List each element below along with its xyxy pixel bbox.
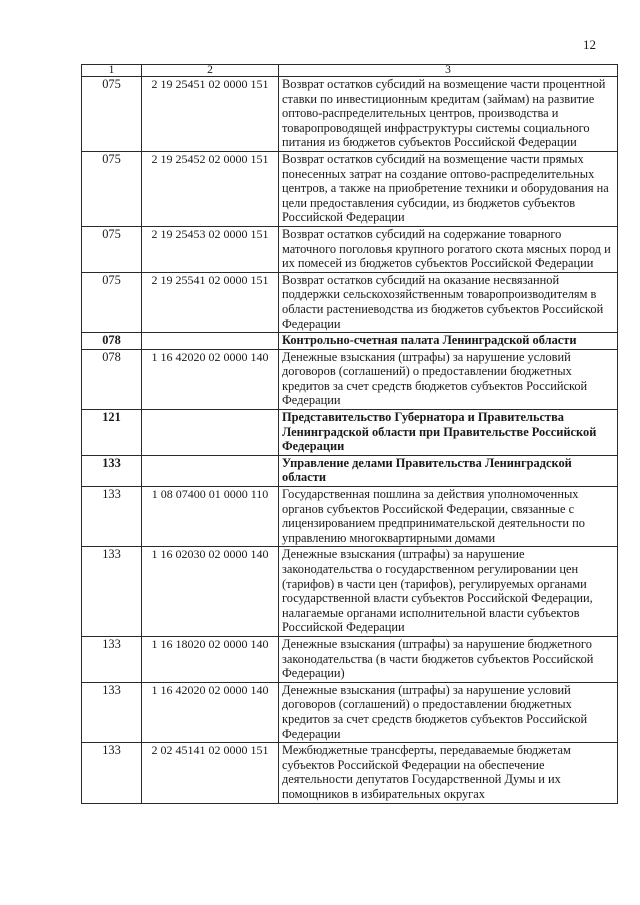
income-name-cell: Управление делами Правительства Ленинградской области xyxy=(279,455,618,486)
budget-code-cell: 2 19 25451 02 0000 151 xyxy=(142,77,279,152)
table-row xyxy=(82,455,618,486)
table-row xyxy=(82,547,618,637)
table-row xyxy=(82,77,618,152)
table-row xyxy=(82,151,618,226)
column-header-admin: 1 xyxy=(82,65,142,77)
budget-classification-table xyxy=(81,64,618,804)
income-name-cell: Денежные взыскания (штрафы) за нарушение условий договоров (соглашений) о предоставлении бюджетных кредитов за счет средств бюджетов субъектов Российской Федерации xyxy=(279,349,618,409)
column-header-name: 3 xyxy=(279,65,618,77)
table-row xyxy=(82,333,618,350)
income-name-cell: Возврат остатков субсидий на возмещение части прямых понесенных затрат на создание оптово-распределительных центров, а также на приобретение техники и оборудования на цели предоставления субсидии, из бюджетов субъектов Российской Федерации xyxy=(279,151,618,226)
admin-code-cell: 075 xyxy=(82,151,142,226)
budget-code-cell: 1 16 42020 02 0000 140 xyxy=(142,682,279,742)
admin-code-cell: 133 xyxy=(82,487,142,547)
income-name-cell: Межбюджетные трансферты, передаваемые бюджетам субъектов Российской Федерации на обеспечение деятельности депутатов Государственной Думы и их помощников в избирательных округах xyxy=(279,743,618,803)
admin-code-cell: 078 xyxy=(82,349,142,409)
budget-code-cell xyxy=(142,410,279,456)
column-header-code: 2 xyxy=(142,65,279,77)
admin-code-cell: 133 xyxy=(82,636,142,682)
income-name-cell: Денежные взыскания (штрафы) за нарушение условий договоров (соглашений) о предоставлении бюджетных кредитов за счет средств бюджетов субъектов Российской Федерации xyxy=(279,682,618,742)
page-number: 12 xyxy=(583,37,596,52)
budget-code-cell: 1 16 42020 02 0000 140 xyxy=(142,349,279,409)
admin-code-cell: 133 xyxy=(82,682,142,742)
table-body xyxy=(82,65,618,804)
budget-code-cell: 1 08 07400 01 0000 110 xyxy=(142,487,279,547)
budget-code-cell: 2 02 45141 02 0000 151 xyxy=(142,743,279,803)
admin-code-cell: 121 xyxy=(82,410,142,456)
income-name-cell: Возврат остатков субсидий на содержание товарного маточного поголовья крупного рогатого скота мясных пород и их помесей из бюджетов субъектов Российской Федерации xyxy=(279,226,618,272)
budget-code-cell xyxy=(142,333,279,350)
admin-code-cell: 133 xyxy=(82,547,142,637)
admin-code-cell: 075 xyxy=(82,226,142,272)
income-name-cell: Возврат остатков субсидий на возмещение части процентной ставки по инвестиционным кредитам (займам) на развитие оптово-распределительных центров, производства и товаропроводящей инфраструктуры системы социального питания из бюджетов субъектов Российской Федерации xyxy=(279,77,618,152)
income-name-cell: Контрольно-счетная палата Ленинградской области xyxy=(279,333,618,350)
table-row xyxy=(82,226,618,272)
budget-code-cell: 1 16 18020 02 0000 140 xyxy=(142,636,279,682)
income-name-cell: Денежные взыскания (штрафы) за нарушение бюджетного законодательства (в части бюджетов субъектов Российской Федерации) xyxy=(279,636,618,682)
admin-code-cell: 078 xyxy=(82,333,142,350)
budget-code-cell xyxy=(142,455,279,486)
budget-code-cell: 1 16 02030 02 0000 140 xyxy=(142,547,279,637)
table-row xyxy=(82,349,618,409)
admin-code-cell: 075 xyxy=(82,272,142,332)
budget-code-cell: 2 19 25453 02 0000 151 xyxy=(142,226,279,272)
table-row xyxy=(82,743,618,803)
income-name-cell: Представительство Губернатора и Правительства Ленинградской области при Правительстве Российской Федерации xyxy=(279,410,618,456)
table-row xyxy=(82,272,618,332)
income-name-cell: Денежные взыскания (штрафы) за нарушение законодательства о государственном регулировании цен (тарифов) в части цен (тарифов), регулируемых органами государственной власти субъектов Российской Федерации, налагаемые органами исполнительной власти субъектов Российской Федерации xyxy=(279,547,618,637)
table-row xyxy=(82,410,618,456)
table-row xyxy=(82,487,618,547)
table-row xyxy=(82,636,618,682)
admin-code-cell: 133 xyxy=(82,455,142,486)
table-header-row xyxy=(82,65,618,77)
table-row xyxy=(82,682,618,742)
budget-code-cell: 2 19 25452 02 0000 151 xyxy=(142,151,279,226)
budget-code-cell: 2 19 25541 02 0000 151 xyxy=(142,272,279,332)
admin-code-cell: 075 xyxy=(82,77,142,152)
income-name-cell: Государственная пошлина за действия уполномоченных органов субъектов Российской Федерации, связанные с лицензированием предпринимательской деятельности по управлению многоквартирными домами xyxy=(279,487,618,547)
admin-code-cell: 133 xyxy=(82,743,142,803)
income-name-cell: Возврат остатков субсидий на оказание несвязанной поддержки сельскохозяйственным товаропроизводителям в области растениеводства из бюджетов субъектов Российской Федерации xyxy=(279,272,618,332)
